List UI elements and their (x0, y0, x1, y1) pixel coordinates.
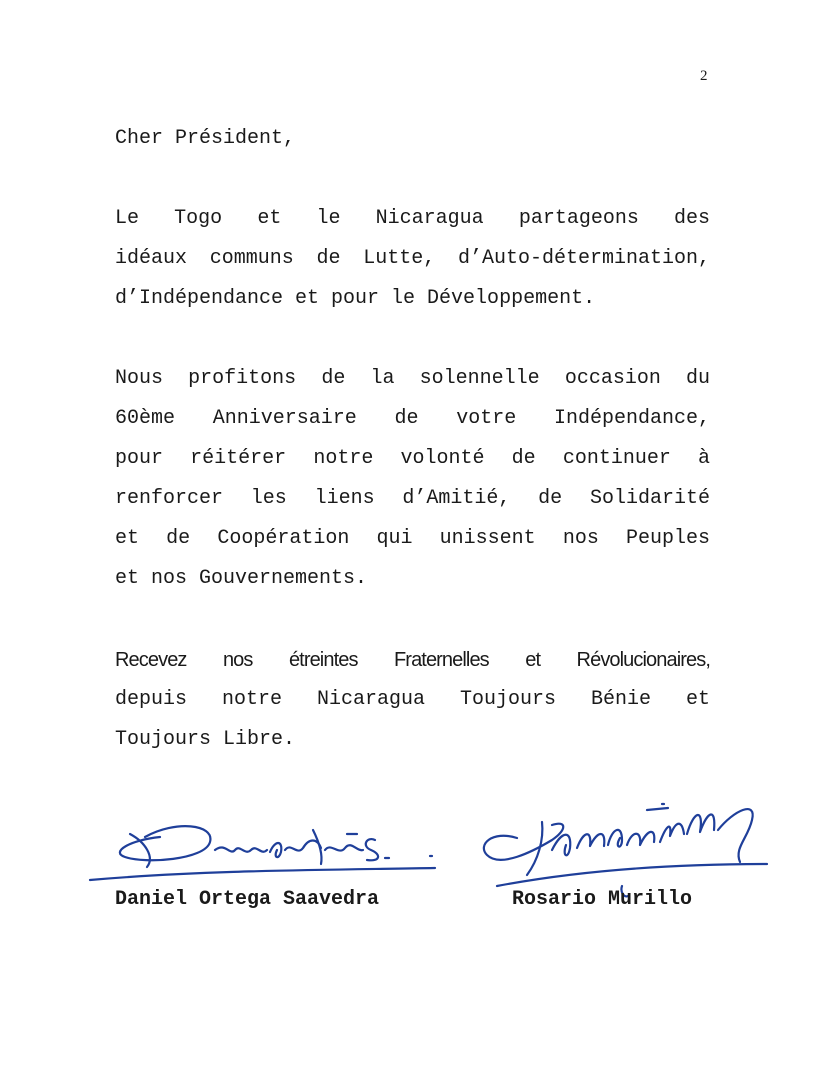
paragraph-line: 60ème Anniversaire de votre Indépendance, (115, 407, 710, 430)
paragraph-line: depuis notre Nicaragua Toujours Bénie et (115, 688, 710, 711)
letter-paragraph-3 (115, 640, 710, 760)
letter-paragraph-1 (115, 199, 710, 319)
paragraph-line: Nous profitons de la solennelle occasion du (115, 367, 710, 390)
paragraph-line: Recevez nos étreintes Fraternelles et Révolucionaires, (115, 649, 710, 671)
paragraph-line: et nos Gouvernements. (115, 567, 368, 590)
signer-name: Rosario Murillo (512, 888, 693, 911)
paragraph-line: d’Indépendance et pour le Développement. (115, 287, 596, 310)
paragraph-line: et de Coopération qui unissent nos Peuples (115, 527, 710, 550)
paragraph-line: Toujours Libre. (115, 728, 296, 751)
letter-greeting: Cher Président, (115, 127, 296, 150)
paragraph-line: Le Togo et le Nicaragua partageons des (115, 207, 710, 230)
letter-paragraph-2 (115, 359, 710, 599)
signature-rosario-murillo (472, 790, 772, 900)
signer-name: Daniel Ortega Saavedra (115, 888, 380, 911)
signature-daniel-ortega (85, 812, 445, 892)
page-number: 2 (700, 68, 708, 84)
paragraph-line: pour réitérer notre volonté de continuer à (115, 447, 710, 470)
paragraph-line: idéaux communs de Lutte, d’Auto-détermination, (115, 247, 710, 270)
paragraph-line: renforcer les liens d’Amitié, de Solidarité (115, 487, 710, 510)
